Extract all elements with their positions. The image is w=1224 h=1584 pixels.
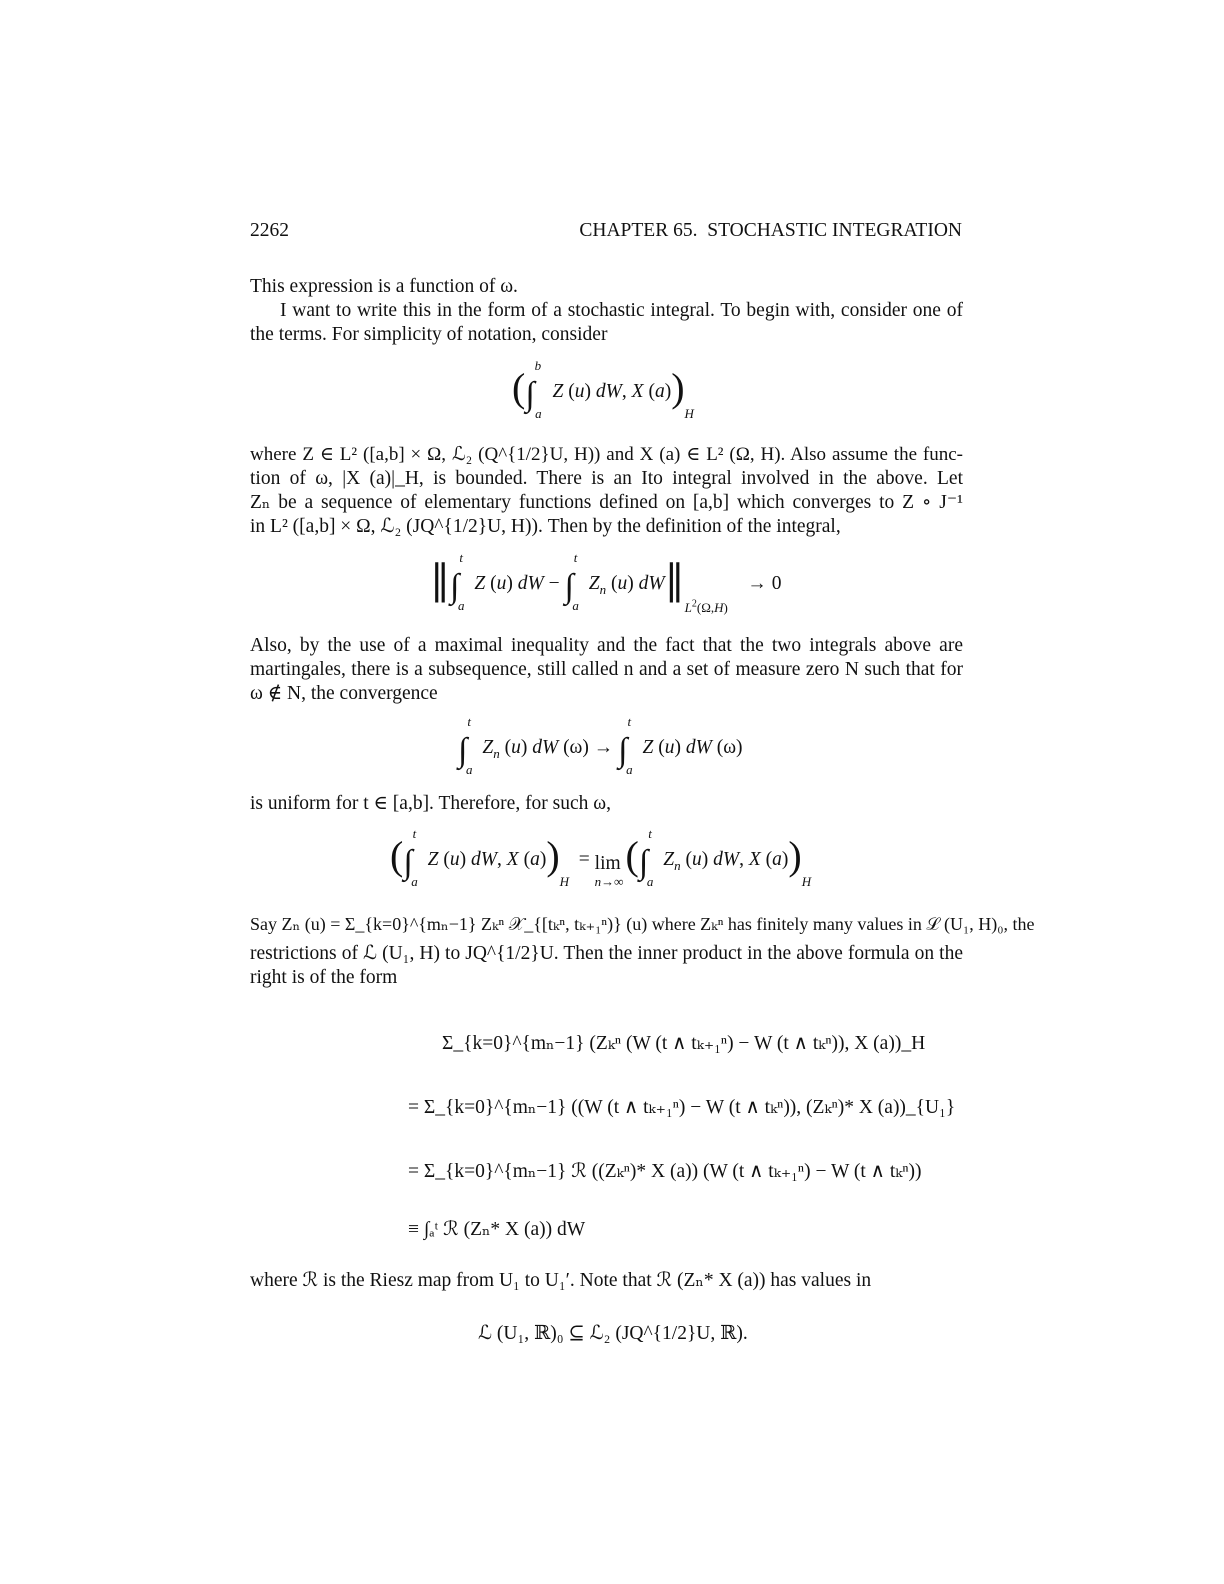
text-line: Say Zₙ (u) = Σ_{k=0}^{mₙ−1} Zₖⁿ 𝒳_{[tₖⁿ, tₖ₊₁ⁿ)} (u) where Zₖⁿ has finitely many values in ℒ (U₁, H)₀, the	[250, 914, 1035, 934]
text-line: This expression is a function of ω.	[250, 276, 518, 297]
paragraph-elementary-functions	[250, 912, 1035, 990]
text-line: tion of ω, |X (a)|_H, is bounded. There is an Ito integral involved in the above. Let	[250, 468, 963, 489]
running-header: CHAPTER 65. STOCHASTIC INTEGRATION	[579, 220, 962, 241]
equation-row: = Σ_{k=0}^{mₙ−1} ((W (t ∧ tₖ₊₁ⁿ) − W (t ∧ tₖⁿ)), (Zₖⁿ)* X (a))_{U₁}	[408, 1097, 956, 1118]
equation-uniform-convergence: ∫$^t_a$ $Z_n$ (u) dW (ω) → ∫$^t_a$ Z (u) dW (ω)	[458, 713, 743, 777]
text-line: Zₙ be a sequence of elementary functions defined on [a,b] which converges to Z ∘ J⁻¹	[250, 492, 963, 513]
equation-row: ≡ ∫ₐᵗ ℛ (Zₙ* X (a)) dW	[408, 1219, 586, 1240]
paragraph-maximal-inequality	[250, 634, 963, 706]
text-line: ω ∉ N, the convergence	[250, 683, 438, 704]
paragraph-intro	[250, 275, 963, 347]
page-number: 2262	[250, 220, 289, 241]
equation-row: = Σ_{k=0}^{mₙ−1} ℛ ((Zₖⁿ)* X (a)) (W (t ∧ tₖ₊₁ⁿ) − W (t ∧ tₖⁿ))	[408, 1161, 922, 1182]
text-line: I want to write this in the form of a stochastic integral. To begin with, consider one of	[280, 300, 963, 321]
text-line: is uniform for t ∈ [a,b]. Therefore, for such ω,	[250, 793, 612, 814]
paragraph-riesz	[250, 1269, 963, 1293]
text-line: where ℛ is the Riesz map from U₁ to U₁′. Note that ℛ (Zₙ* X (a)) has values in	[250, 1270, 872, 1291]
paragraph-uniform	[250, 792, 963, 816]
equation-values-in: ℒ (U₁, ℝ)₀ ⊆ ℒ₂ (JQ^{1/2}U, ℝ).	[478, 1323, 748, 1344]
paragraph-assumptions	[250, 443, 963, 539]
equation-limit: (∫$^t_a$ Z (u) dW, X $(a))_H = \lim$ n→∞ (∫$^t_a$ $Z_n$ (u) dW, X $(a))_H$	[390, 825, 812, 889]
text-line: martingales, there is a subsequence, still called n and a set of measure zero N such that for	[250, 659, 963, 680]
equation-inner-product: (∫$^b_a$ Z (u) dW, X $(a))_H$	[512, 357, 694, 421]
text-line: in L² ([a,b] × Ω, ℒ₂ (JQ^{1/2}U, H)). Then by the definition of the integral,	[250, 516, 841, 537]
text-line: the terms. For simplicity of notation, consider	[250, 324, 608, 345]
equation-norm-convergence: ‖∫$^t_a$ Z (u) dW − ∫$^t_a$ $Z_n$ (u) $dW‖_{L^2(\Omega,H)}$ → 0	[430, 549, 782, 615]
text-line: right is of the form	[250, 967, 398, 988]
equation-row: Σ_{k=0}^{mₙ−1} (Zₖⁿ (W (t ∧ tₖ₊₁ⁿ) − W (t ∧ tₖⁿ)), X (a))_H	[442, 1033, 926, 1054]
text-line: restrictions of ℒ (U₁, H) to JQ^{1/2}U. Then the inner product in the above formula on the	[250, 943, 963, 964]
text-line: where Z ∈ L² ([a,b] × Ω, ℒ₂ (Q^{1/2}U, H)) and X (a) ∈ L² (Ω, H). Also assume the func-	[250, 444, 963, 465]
text-line: Also, by the use of a maximal inequality and the fact that the two integrals above are	[250, 635, 963, 656]
